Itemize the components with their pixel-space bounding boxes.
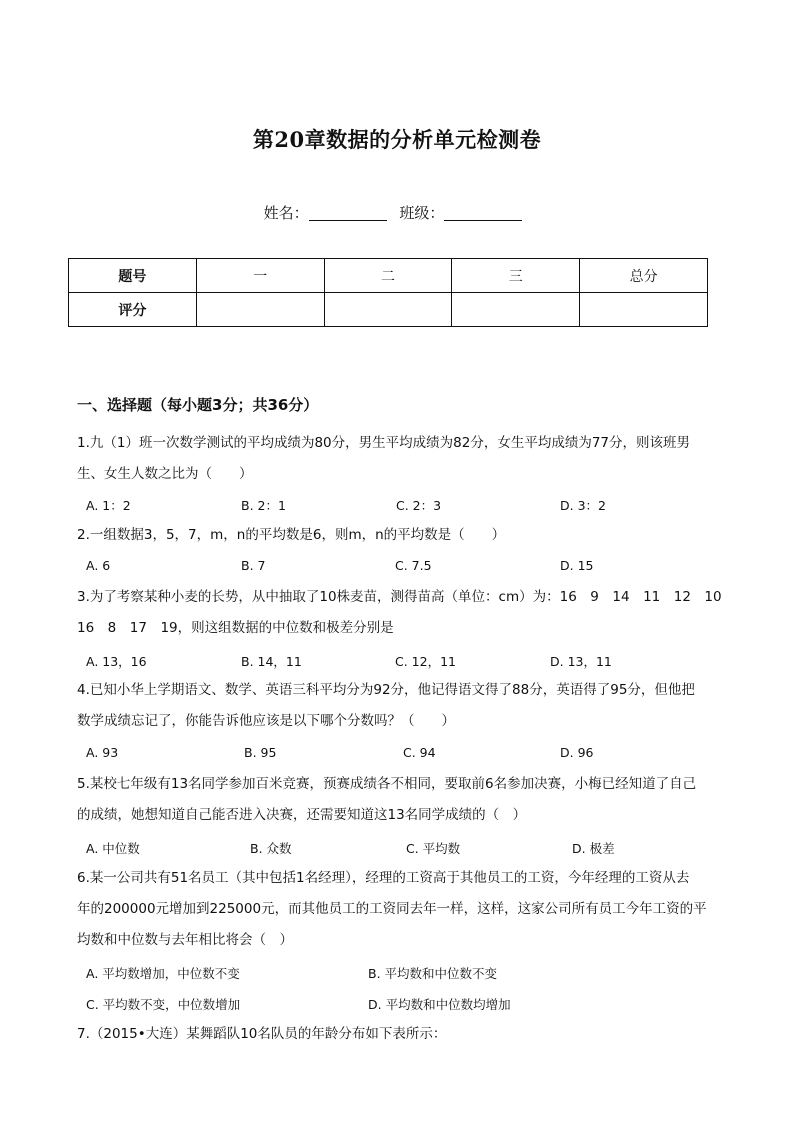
score-table bbox=[68, 258, 708, 327]
score-table-header-row bbox=[69, 259, 708, 293]
class-label: 班级： bbox=[399, 204, 445, 222]
question-7 bbox=[77, 1019, 722, 1050]
question-1-options bbox=[86, 496, 726, 516]
question-line: 16 8 17 19，则这组数据的中位数和极差分别是 bbox=[77, 620, 394, 636]
option-b[interactable]: B. 2：1 bbox=[241, 498, 286, 513]
question-line: 均数和中位数与去年相比将会（ ） bbox=[77, 932, 293, 948]
question-line: 5.某校七年级有13名同学参加百米竞赛，预赛成绩各不相同，要取前6名参加决赛，小梅已经知道了自己 bbox=[77, 776, 697, 792]
option-b[interactable]: B. 平均数和中位数不变 bbox=[368, 966, 498, 981]
question-6-options-row-1 bbox=[86, 964, 726, 984]
option-a[interactable]: A. 平均数增加，中位数不变 bbox=[86, 966, 240, 981]
name-blank[interactable] bbox=[309, 206, 387, 221]
option-a[interactable]: A. 中位数 bbox=[86, 841, 140, 856]
question-2-options bbox=[86, 558, 726, 578]
question-line: 2.一组数据3，5，7，m，n的平均数是6，则m，n的平均数是（ ） bbox=[77, 527, 506, 543]
option-a[interactable]: A. 6 bbox=[86, 558, 111, 573]
score-cell[interactable] bbox=[196, 293, 324, 327]
option-b[interactable]: B. 95 bbox=[244, 745, 277, 760]
question-5-options bbox=[86, 839, 726, 859]
option-c[interactable]: C. 12，11 bbox=[395, 654, 456, 669]
question-2 bbox=[77, 520, 722, 551]
option-d[interactable]: D. 3：2 bbox=[560, 498, 606, 513]
score-table-score-row bbox=[69, 293, 708, 327]
option-c[interactable]: C. 2：3 bbox=[396, 498, 442, 513]
option-d[interactable]: D. 平均数和中位数均增加 bbox=[368, 997, 511, 1012]
question-line: 1.九（1）班一次数学测试的平均成绩为80分，男生平均成绩为82分，女生平均成绩为77分，则该班男 bbox=[77, 435, 691, 451]
question-line: 数学成绩忘记了，你能告诉他应该是以下哪个分数吗？（ ） bbox=[77, 713, 455, 729]
option-c[interactable]: C. 7.5 bbox=[395, 558, 432, 573]
question-line: 年的200000元增加到225000元，而其他员工的工资同去年一样，这样，这家公司所有员工今年工资的平 bbox=[77, 901, 707, 917]
section-heading: 一、选择题（每小题3分；共36分） bbox=[77, 396, 319, 414]
question-1 bbox=[77, 428, 722, 490]
name-label: 姓名： bbox=[263, 204, 309, 222]
option-b[interactable]: B. 14，11 bbox=[241, 654, 302, 669]
question-3 bbox=[77, 582, 722, 644]
option-c[interactable]: C. 94 bbox=[403, 745, 436, 760]
question-6 bbox=[77, 863, 722, 956]
score-cell[interactable] bbox=[324, 293, 452, 327]
score-header-cell: 总分 bbox=[580, 259, 708, 293]
option-c[interactable]: C. 平均数 bbox=[406, 841, 461, 856]
question-4 bbox=[77, 675, 722, 737]
option-a[interactable]: A. 1：2 bbox=[86, 498, 131, 513]
score-header-cell: 二 bbox=[324, 259, 452, 293]
option-d[interactable]: D. 96 bbox=[560, 745, 594, 760]
score-header-cell: 三 bbox=[452, 259, 580, 293]
page-title: 第20章数据的分析单元检测卷 bbox=[252, 127, 542, 152]
option-d[interactable]: D. 13，11 bbox=[550, 654, 612, 669]
option-b[interactable]: B. 众数 bbox=[250, 841, 292, 856]
score-cell[interactable] bbox=[452, 293, 580, 327]
question-line: 的成绩，她想知道自己能否进入决赛，还需要知道这13名同学成绩的（ ） bbox=[77, 807, 527, 823]
option-a[interactable]: A. 93 bbox=[86, 745, 119, 760]
question-line: 7.（2015•大连）某舞蹈队10名队员的年龄分布如下表所示： bbox=[77, 1026, 447, 1042]
question-line: 6.某一公司共有51名员工（其中包括1名经理），经理的工资高于其他员工的工资，今年经理的工资从去 bbox=[77, 870, 690, 886]
class-blank[interactable] bbox=[444, 206, 522, 221]
option-b[interactable]: B. 7 bbox=[241, 558, 266, 573]
option-a[interactable]: A. 13，16 bbox=[86, 654, 147, 669]
option-d[interactable]: D. 极差 bbox=[572, 841, 615, 856]
option-d[interactable]: D. 15 bbox=[560, 558, 594, 573]
score-cell[interactable] bbox=[580, 293, 708, 327]
question-5 bbox=[77, 769, 722, 831]
question-6-options-row-2 bbox=[86, 995, 726, 1015]
question-line: 生、女生人数之比为（ ） bbox=[77, 466, 253, 482]
score-header-cell: 一 bbox=[196, 259, 324, 293]
name-class-row bbox=[0, 202, 794, 223]
option-c[interactable]: C. 平均数不变，中位数增加 bbox=[86, 997, 241, 1012]
question-line: 4.已知小华上学期语文、数学、英语三科平均分为92分，他记得语文得了88分，英语得了95分，但他把 bbox=[77, 682, 695, 698]
question-4-options bbox=[86, 745, 726, 765]
score-header-cell: 题号 bbox=[69, 259, 197, 293]
question-3-options bbox=[86, 652, 726, 672]
score-row-label: 评分 bbox=[69, 293, 197, 327]
question-line: 3.为了考察某种小麦的长势，从中抽取了10株麦苗，测得苗高（单位：cm）为：16 9 14 11 12 10 bbox=[77, 589, 722, 605]
